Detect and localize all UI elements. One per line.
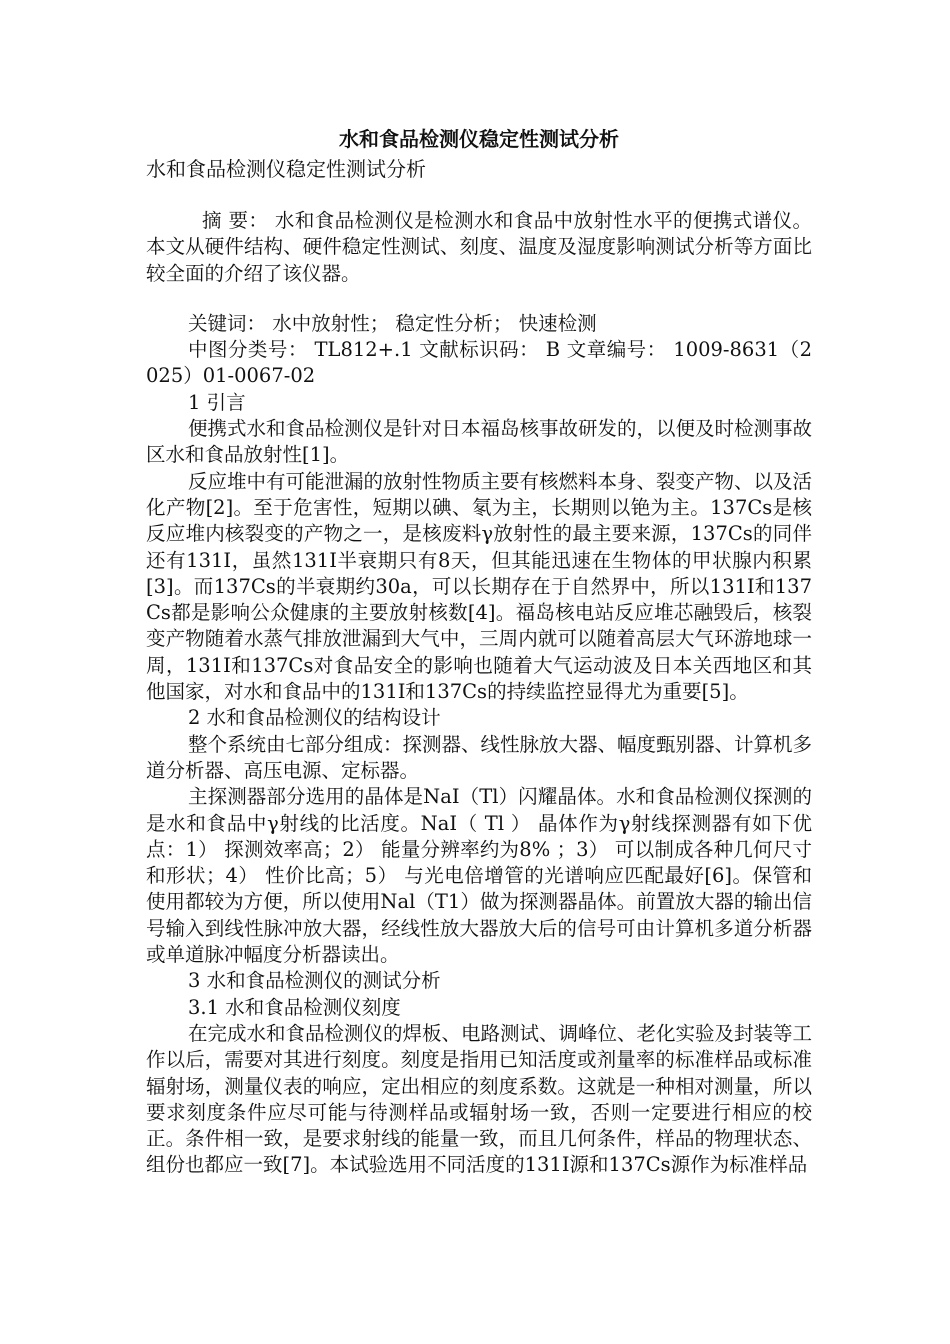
document-title: 水和食品检测仪稳定性测试分析 xyxy=(339,127,619,151)
classification-line: 中图分类号： TL812+.1 文献标识码： B 文章编号： 1009-8631（2025）01-0067-02 xyxy=(146,338,812,388)
abstract-paragraph: 摘 要： 水和食品检测仪是检测水和食品中放射性水平的便携式谱仪。本文从硬件结构、硬件稳定性测试、刻度、温度及湿度影响测试分析等方面比较全面的介绍了该仪器。 xyxy=(146,209,812,285)
body-paragraph: 整个系统由七部分组成：探测器、线性脉放大器、幅度甄别器、计算机多道分析器、高压电源、定标器。 xyxy=(146,732,813,782)
body-paragraph: 主探测器部分选用的晶体是NaI（Tl）闪耀晶体。水和食品检测仪探测的是水和食品中γ射线的比活度。NaI（ Tl ） 晶体作为γ射线探测器有如下优点：1） 探测效率高；2） 能量分辨率约为8% ；3） 可以制成各种几何尺寸和形状；4） 性价比高；5） 与光电倍增管的光谱响应匹配最好[6]。保管和使用都较为方便，所以使用Nal（T1）做为探测器晶体。前置放大器的输出信号输入到线性脉冲放大器，经线性放大器放大后的信号可由计算机多道分析器或单道脉冲幅度分析器读出。 xyxy=(146,785,812,967)
keywords-line: 关键词： 水中放射性； 稳定性分析； 快速检测 xyxy=(188,311,597,335)
document-subtitle: 水和食品检测仪稳定性测试分析 xyxy=(146,157,426,181)
section-heading: 3 水和食品检测仪的测试分析 xyxy=(188,969,441,993)
section-heading: 2 水和食品检测仪的结构设计 xyxy=(188,706,441,730)
subsection-heading: 3.1 水和食品检测仪刻度 xyxy=(188,995,401,1019)
spacer xyxy=(146,287,812,311)
body-paragraph: 便携式水和食品检测仪是针对日本福岛核事故研发的，以便及时检测事故区水和食品放射性[1]。 xyxy=(146,417,813,467)
body-paragraph: 反应堆中有可能泄漏的放射性物质主要有核燃料本身、裂变产物、以及活化产物[2]。至于危害性，短期以碘、氡为主，长期则以铯为主。137Cs是核反应堆内核裂变的产物之一，是核废料γ放射性的最主要来源，137Cs的同伴还有131I，虽然131I半衰期只有8天，但其能迅速在生物体的甲状腺内积累[3]。而137Cs的半衰期约30a，可以长期存在于自然界中，所以131I和137Cs都是影响公众健康的主要放射核数[4]。福岛核电站反应堆芯融毁后，核裂变产物随着水蒸气排放泄漏到大气中，三周内就可以随着高层大气环游地球一周，131I和137Cs对食品安全的影响也随着大气运动波及日本关西地区和其他国家，对水和食品中的131I和137Cs的持续监控显得尤为重要[5]。 xyxy=(146,469,813,704)
section-heading: 1 引言 xyxy=(188,390,246,414)
body-paragraph: 在完成水和食品检测仪的焊板、电路测试、调峰位、老化实验及封装等工作以后，需要对其进行刻度。刻度是指用已知活度或剂量率的标准样品或标准辐射场，测量仪表的响应，定出相应的刻度系数。这就是一种相对测量，所以要求刻度条件应尽可能与待测样品或辐射场一致，否则一定要进行相应的校正。条件相一致，是要求射线的能量一致，而且几何条件，样品的物理状态、组份也都应一致[7]。本试验选用不同活度的131I源和137Cs源作为标准样品 xyxy=(146,1021,813,1177)
document-page xyxy=(146,124,812,1179)
